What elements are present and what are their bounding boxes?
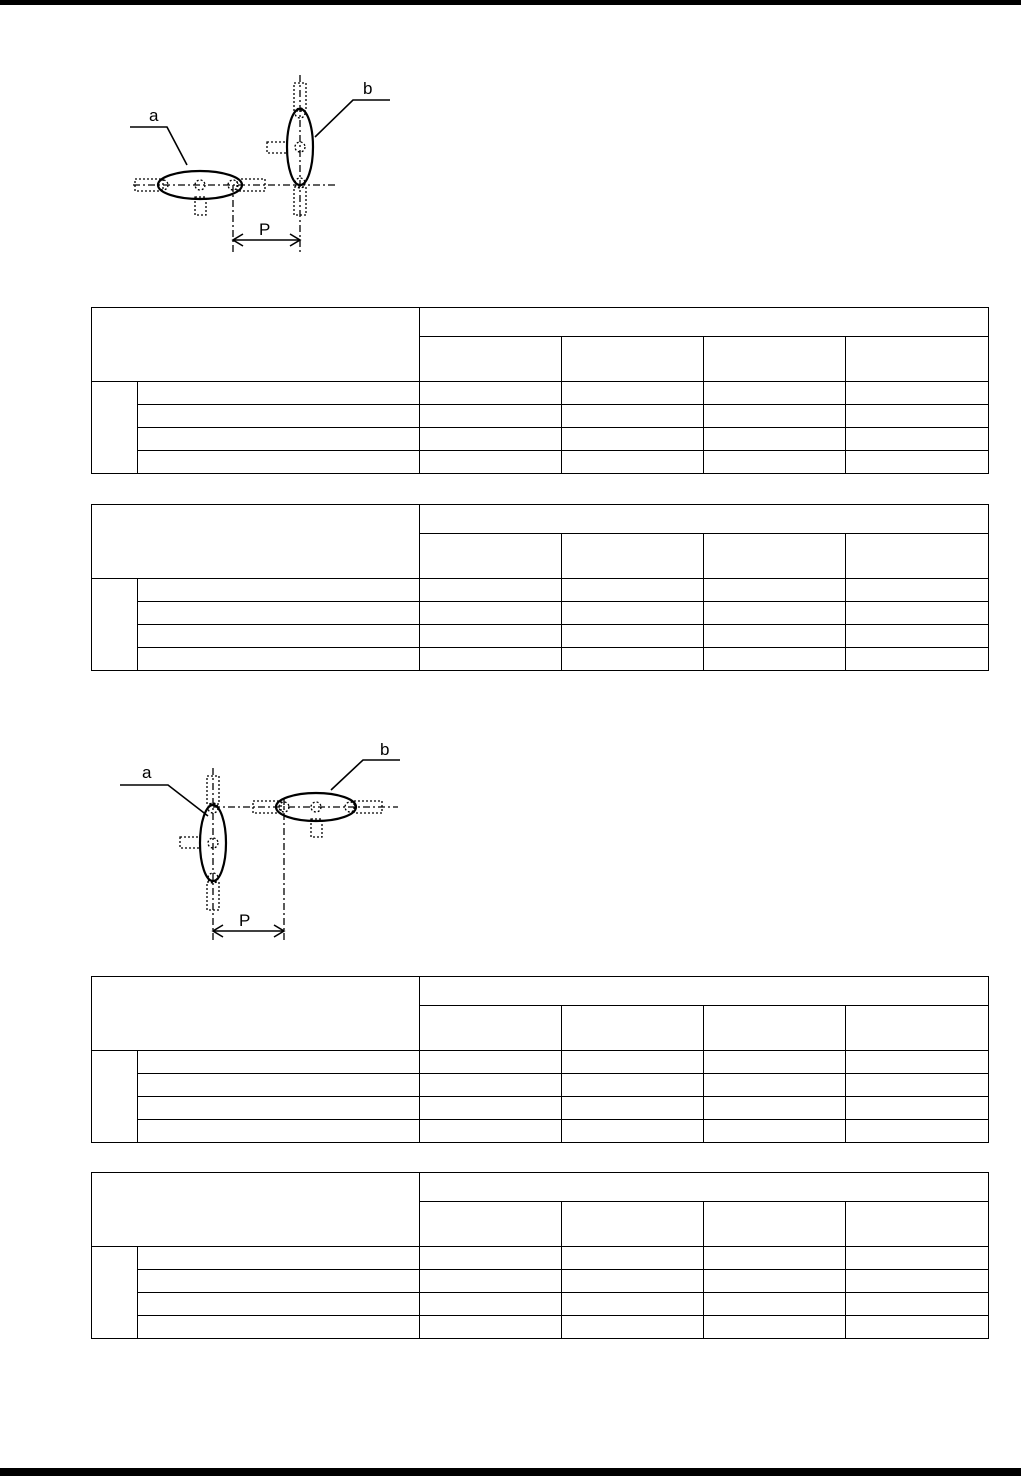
table-4-row-group — [92, 1247, 138, 1339]
table-3-header-group — [420, 977, 989, 1006]
table-1 — [91, 307, 989, 474]
table-2 — [91, 504, 989, 671]
table-row — [92, 382, 989, 405]
table-2-column-header — [846, 534, 989, 579]
table-4-header-label — [92, 1173, 420, 1247]
table-3 — [91, 976, 989, 1143]
table-1-column-header — [562, 337, 704, 382]
table-3-column-header — [704, 1006, 846, 1051]
footer-rule — [0, 1468, 1021, 1476]
table-4-header-group — [420, 1173, 989, 1202]
figure-1-label-b: b — [363, 79, 373, 98]
table-row — [92, 1051, 989, 1074]
table-row — [92, 1120, 989, 1143]
table-row — [92, 579, 989, 602]
table-2-column-header — [420, 534, 562, 579]
table-row — [92, 1316, 989, 1339]
table-1-column-header — [420, 337, 562, 382]
table-4 — [91, 1172, 989, 1339]
table-4-column-header — [420, 1202, 562, 1247]
table-row — [92, 1293, 989, 1316]
table-2-header-label — [92, 505, 420, 579]
figure-2-pitch-label: P — [239, 911, 251, 930]
table-1-header-label — [92, 308, 420, 382]
table-row — [92, 405, 989, 428]
table-4-column-header — [704, 1202, 846, 1247]
figure-2 — [118, 738, 408, 948]
table-row — [92, 451, 989, 474]
table-row — [92, 625, 989, 648]
table-row — [92, 1270, 989, 1293]
table-row — [92, 602, 989, 625]
table-2-column-header — [704, 534, 846, 579]
table-3-row-group — [92, 1051, 138, 1143]
figure-2-label-a: a — [142, 763, 152, 782]
figure-1-pitch-label: P — [259, 220, 271, 239]
table-row — [92, 1247, 989, 1270]
table-3-column-header — [846, 1006, 989, 1051]
table-1-header-group — [420, 308, 989, 337]
figure-1-label-a: a — [149, 106, 159, 125]
table-3-column-header — [420, 1006, 562, 1051]
table-3-column-header — [562, 1006, 704, 1051]
table-1-column-header — [704, 337, 846, 382]
table-4-column-header — [846, 1202, 989, 1247]
figure-2-label-b: b — [380, 740, 390, 759]
table-row — [92, 1097, 989, 1120]
table-3-header-label — [92, 977, 420, 1051]
table-2-header-group — [420, 505, 989, 534]
table-2-column-header — [562, 534, 704, 579]
table-4-column-header — [562, 1202, 704, 1247]
table-1-row-group — [92, 382, 138, 474]
figure-1 — [125, 65, 405, 260]
header-rule — [0, 0, 1021, 5]
table-row — [92, 648, 989, 671]
table-row — [92, 428, 989, 451]
table-1-column-header — [846, 337, 989, 382]
table-2-row-group — [92, 579, 138, 671]
table-row — [92, 1074, 989, 1097]
